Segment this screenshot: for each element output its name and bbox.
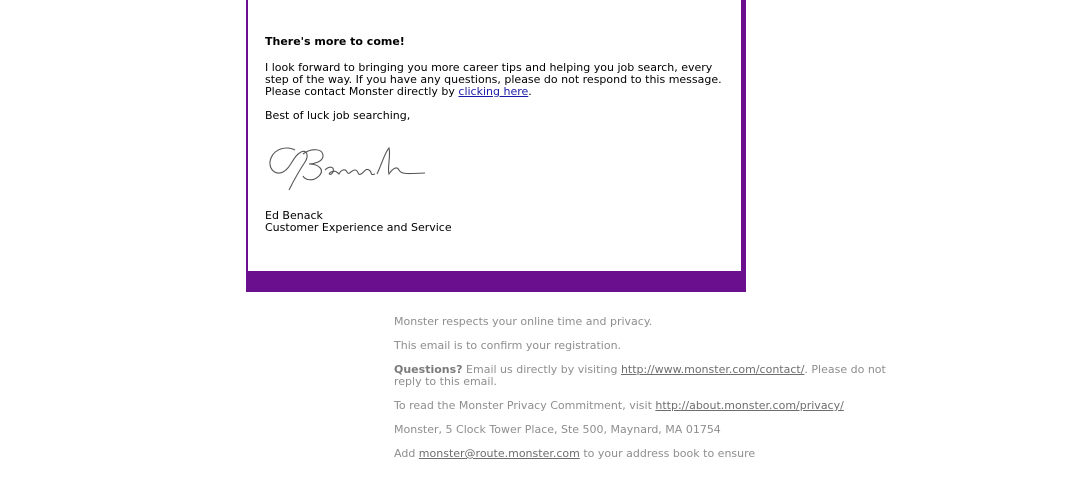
address-book-note — [394, 448, 894, 460]
email-closing: Best of luck job searching, — [265, 109, 411, 122]
privacy-note: Monster respects your online time and privacy. — [394, 315, 653, 328]
privacy-link[interactable]: http://about.monster.com/privacy/ — [655, 399, 844, 412]
confirm-note: This email is to confirm your registration. — [394, 339, 622, 352]
privacy-text: To read the Monster Privacy Commitment, visit — [394, 399, 656, 412]
email-card — [246, 0, 746, 292]
signature-image — [265, 142, 435, 198]
add-text: Add — [394, 447, 419, 460]
contact-link[interactable]: http://www.monster.com/contact/ — [620, 363, 805, 376]
email-body-text: I look forward to bringing you more career tips and helping you job search, every step of the way. If you have any questions, please do not respond to this message. Please contact Monster directly by — [265, 61, 722, 98]
questions-tail: . Please do not reply to this email. — [394, 363, 886, 388]
email-card-body — [248, 0, 741, 271]
email-body-paragraph — [265, 62, 730, 98]
sender-email-link[interactable]: monster@route.monster.com — [418, 447, 580, 460]
add-tail: to your address book to ensure — [579, 447, 756, 460]
questions-note — [394, 364, 894, 388]
signer-name: Ed Benack — [265, 209, 323, 222]
email-heading: There's more to come! — [265, 35, 405, 48]
postal-address: Monster, 5 Clock Tower Place, Ste 500, Maynard, MA 01754 — [394, 423, 721, 436]
signer-title: Customer Experience and Service — [265, 221, 452, 234]
privacy-commitment-note — [394, 400, 894, 412]
email-footer — [394, 316, 894, 472]
signer-block — [265, 210, 452, 234]
email-content — [265, 36, 730, 134]
clicking-here-link[interactable]: clicking here — [458, 85, 529, 98]
questions-text: Email us directly by visiting — [462, 363, 621, 376]
questions-label: Questions? — [394, 363, 463, 376]
email-body-end: . — [528, 85, 532, 98]
